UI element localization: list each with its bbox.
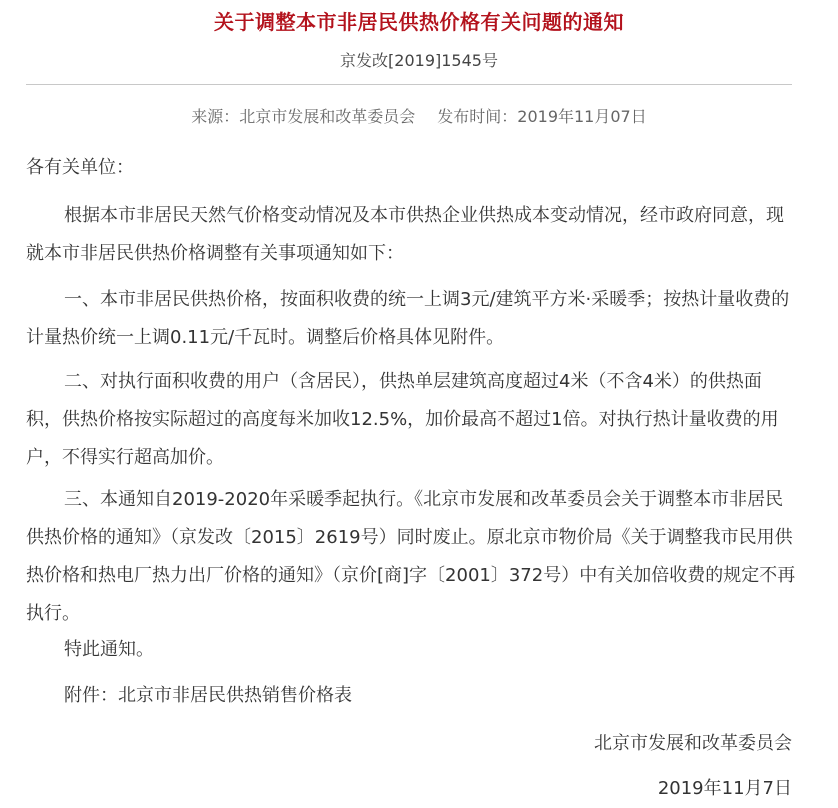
closing-line: 特此通知。 — [64, 639, 154, 660]
document-number: 京发改[2019]1545号 — [340, 51, 498, 70]
signature-date: 2019年11月7日 — [657, 778, 792, 799]
page-title: 关于调整本市非居民供热价格有关问题的通知 — [214, 10, 624, 34]
salutation: 各有关单位： — [26, 157, 134, 178]
divider — [26, 84, 792, 85]
paragraph-intro: 根据本市非居民天然气价格变动情况及本市供热企业供热成本变动情况，经市政府同意，现就本市非居民供热价格调整有关事项通知如下： — [26, 205, 784, 264]
source-label: 来源：北京市发展和改革委员会 — [191, 107, 416, 126]
paragraph-item-2: 二、对执行面积收费的用户（含居民），供热单层建筑高度超过4米（不含4米）的供热面积，供热价格按实际超过的高度每米加收12.5%，加价最高不超过1倍。对执行热计量收费的用户，不得实行超高加价。 — [26, 371, 779, 468]
publish-time: 发布时间：2019年11月07日 — [437, 107, 647, 126]
meta-line — [0, 104, 838, 127]
paragraph-item-1: 一、本市非居民供热价格，按面积收费的统一上调3元/建筑平方米·采暖季；按热计量收费的计量热价统一上调0.11元/千瓦时。调整后价格具体见附件。 — [26, 289, 790, 348]
signature: 北京市发展和改革委员会 — [594, 733, 792, 754]
attachment-line: 附件：北京市非居民供热销售价格表 — [64, 685, 352, 706]
paragraph-item-3: 三、本通知自2019-2020年采暖季起执行。《北京市发展和改革委员会关于调整本市非居民供热价格的通知》（京发改〔2015〕2619号）同时废止。原北京市物价局《关于调整我市民用供热价格和热电厂热力出厂价格的通知》（京价[商]字〔2001〕372号）中有关加倍收费的规定不再执行。 — [26, 489, 796, 624]
